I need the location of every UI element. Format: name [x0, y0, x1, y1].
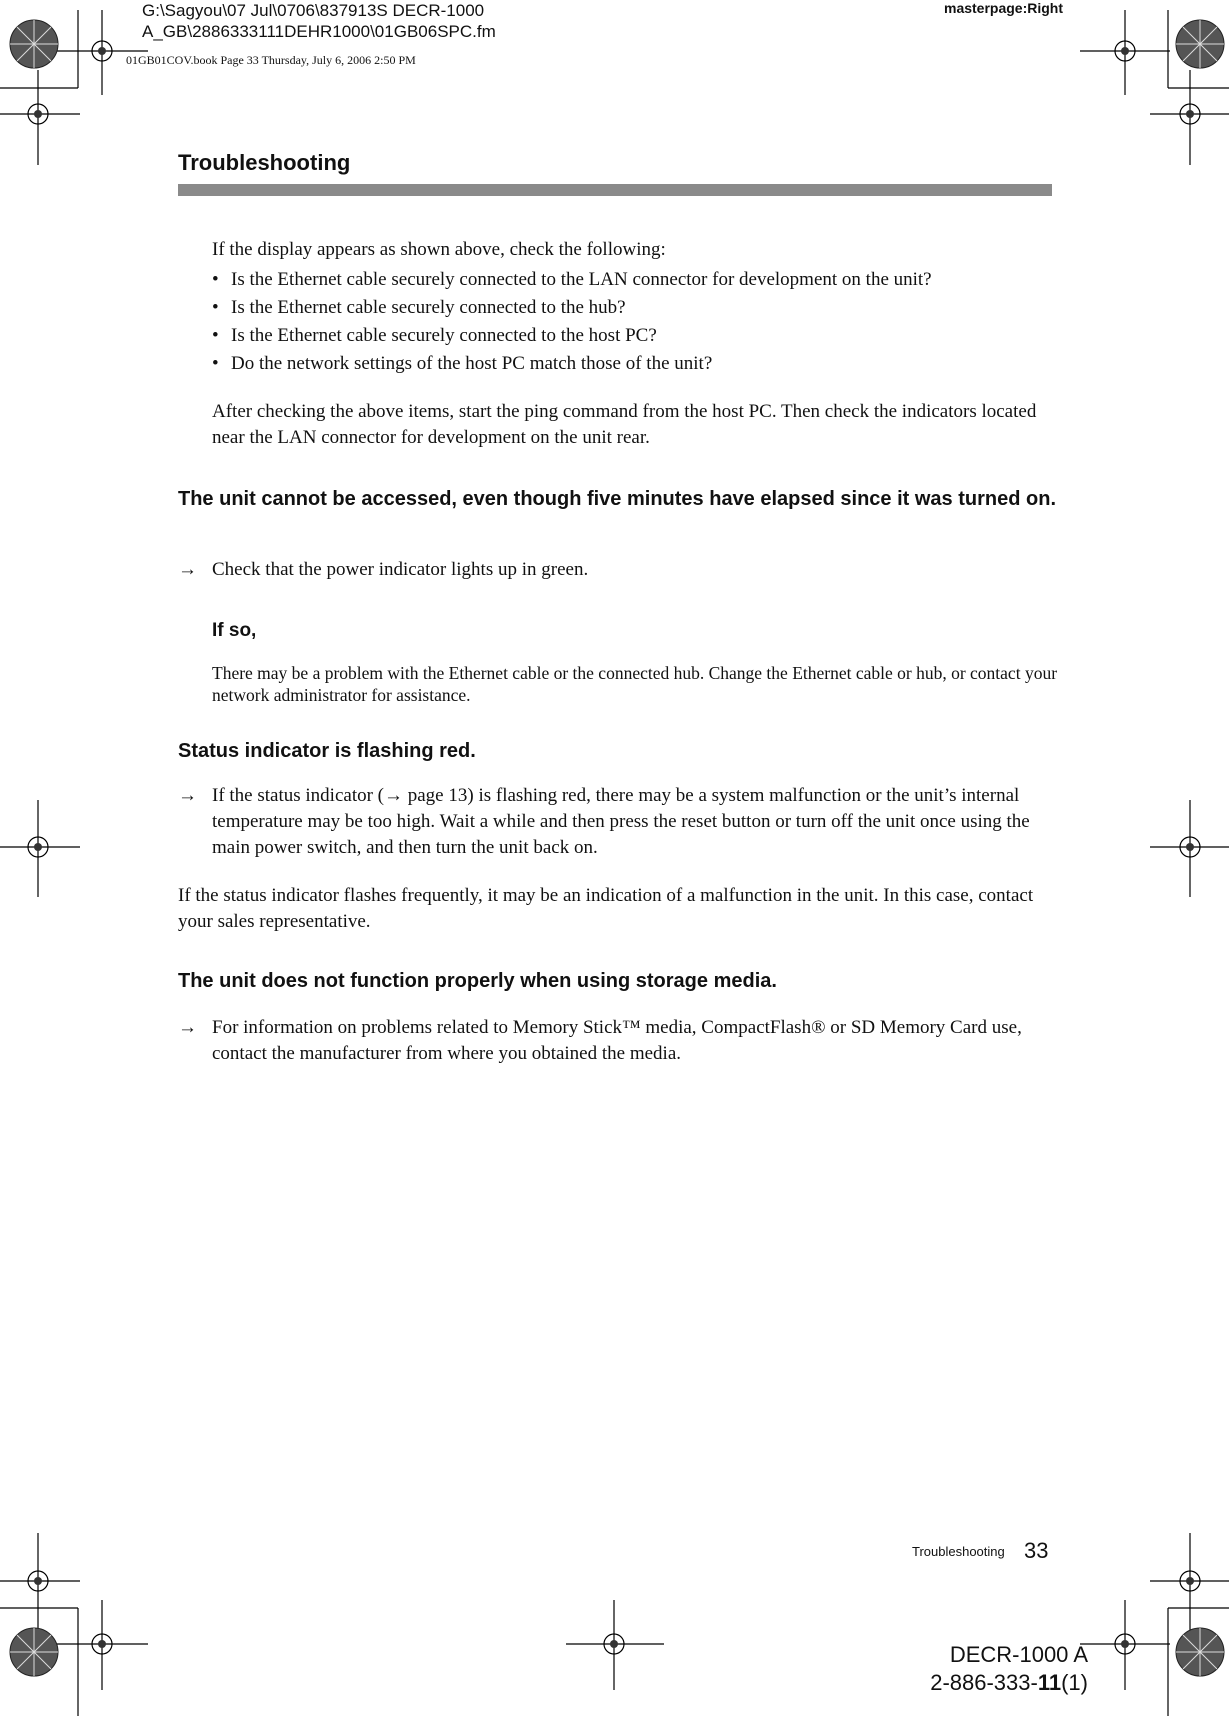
section-title: Troubleshooting	[178, 150, 351, 175]
document-id-line-1: DECR-1000 A	[949, 1642, 1088, 1667]
issue-action-storage	[178, 1015, 1058, 1067]
masterpage-label: masterpage:Right	[944, 0, 1064, 16]
page-number: 33	[1024, 1538, 1049, 1563]
intro-lead: If the display appears as shown above, check the following:	[212, 239, 666, 260]
document-id	[928, 1641, 1088, 1697]
if-so-subheading: If so,	[212, 620, 257, 641]
intro-after: After checking the above items, start the ping command from the host PC. Then check the indicators located near the LAN connector for development on the unit rear.	[212, 401, 1037, 448]
file-path-line-1: G:\Sagyou\07 Jul\0706\837913S DECR-1000	[142, 1, 485, 20]
arrow-icon: →	[178, 785, 197, 806]
file-path-line-2: A_GB\2886333111DEHR1000\01GB06SPC.fm	[142, 22, 496, 41]
document-id-suffix: (1)	[1061, 1670, 1088, 1695]
issue-note-status: If the status indicator flashes frequently, it may be an indication of a malfunction in the unit. In this case, contact your sales representative.	[178, 885, 1034, 932]
issue-heading-access: The unit cannot be accessed, even though five minutes have elapsed since it was turned on.	[178, 488, 1056, 510]
document-id-bold: 11	[1037, 1670, 1062, 1695]
issue-heading-storage: The unit does not function properly when using storage media.	[178, 970, 777, 992]
issue-heading-status: Status indicator is flashing red.	[178, 740, 476, 762]
action-text: Check that the power indicator lights up in green.	[212, 559, 589, 580]
file-path-header	[142, 0, 496, 42]
list-item: • Is the Ethernet cable securely connected to the hub?	[212, 294, 1062, 322]
list-item: • Is the Ethernet cable securely connected to the host PC?	[212, 322, 1062, 350]
action-text: For information on problems related to Memory Stick™ media, CompactFlash® or SD Memory Card use, contact the manufacturer from where you obtained the media.	[212, 1017, 1022, 1064]
book-info: 01GB01COV.book Page 33 Thursday, July 6, 2006 2:50 PM	[126, 53, 416, 67]
document-id-line-2	[928, 1669, 1088, 1697]
list-item: • Is the Ethernet cable securely connected to the LAN connector for development on the unit?	[212, 266, 1062, 294]
issue-action-access	[178, 557, 1058, 583]
issue-detail-access: There may be a problem with the Ethernet cable or the connected hub. Change the Ethernet cable or hub, or contact your network administrator for assistance.	[212, 663, 1058, 705]
footer-section-label: Troubleshooting	[912, 1544, 1005, 1559]
list-item: • Do the network settings of the host PC match those of the unit?	[212, 350, 1062, 378]
document-id-prefix: 2-886-333-	[930, 1670, 1038, 1695]
issue-action-status	[178, 783, 1058, 861]
checklist	[212, 266, 1062, 378]
action-text: If the status indicator (→ page 13) is flashing red, there may be a system malfunction or the unit’s internal temperature may be too high. Wait a while and then press the reset button or turn off the unit once using the main power switch, and then turn the unit back on.	[212, 785, 1030, 858]
arrow-icon: →	[178, 559, 197, 580]
arrow-icon: →	[178, 1017, 197, 1038]
section-rule	[178, 184, 1052, 196]
